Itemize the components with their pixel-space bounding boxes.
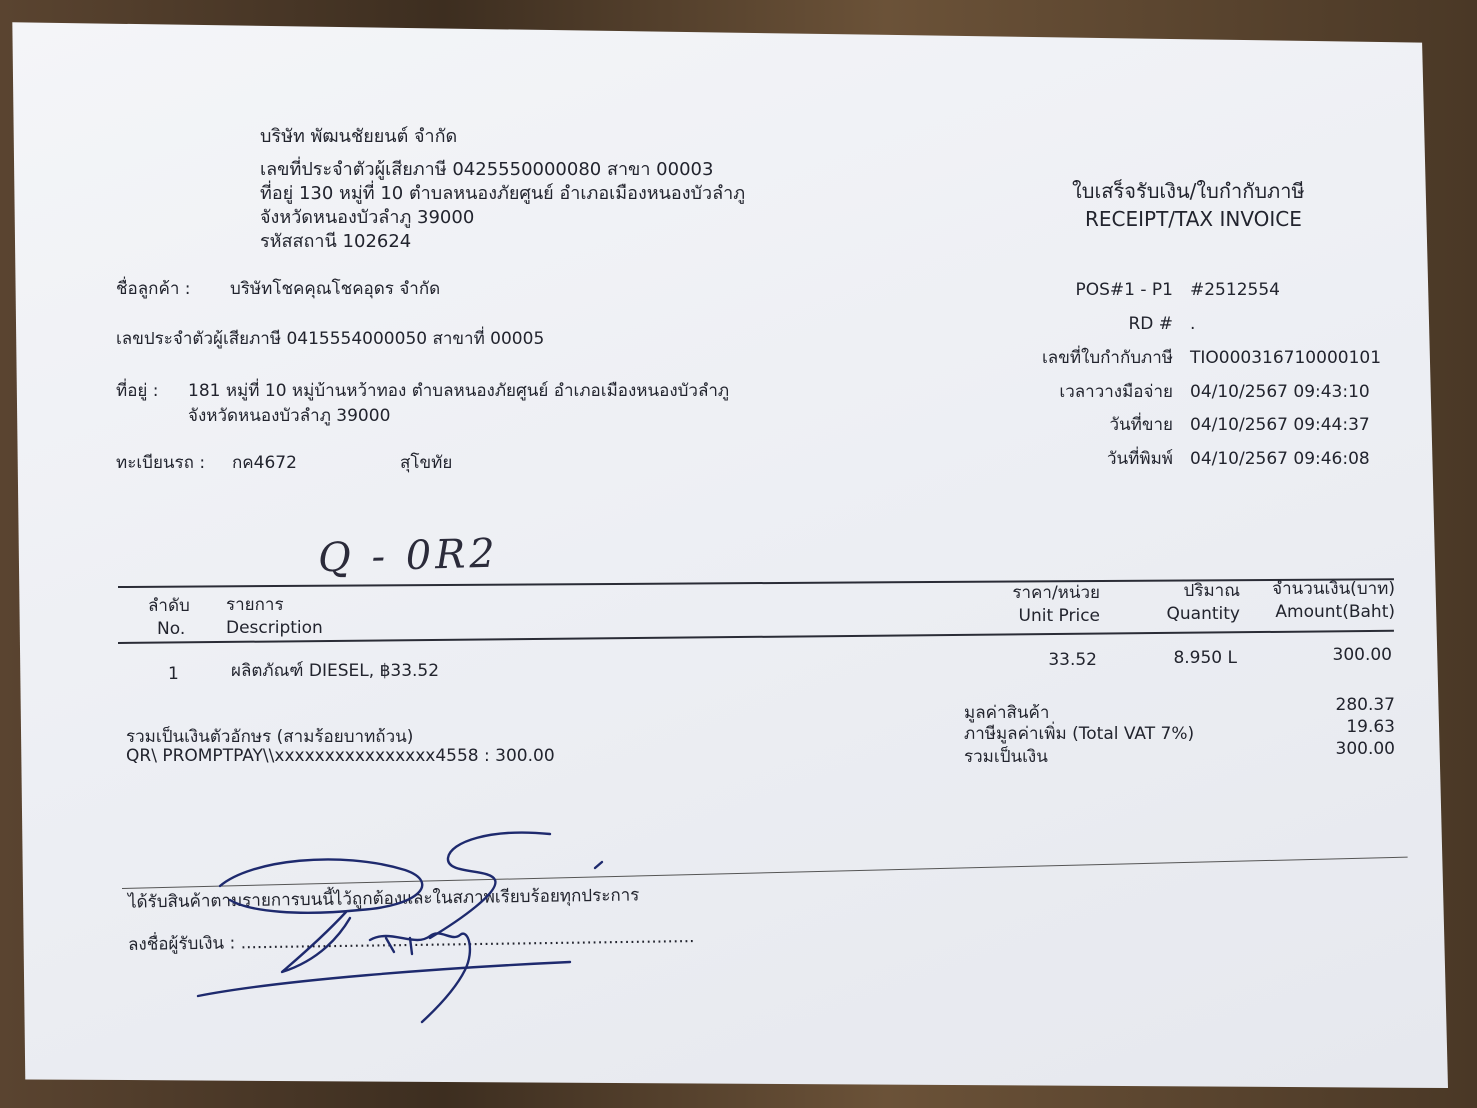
- handwritten-signature: [190, 820, 590, 1030]
- header-no-thai: ลำดับ: [148, 596, 190, 616]
- customer-tax-id: เลขประจำตัวผู้เสียภาษี 0415554000050 สาขาที่ 00005: [116, 329, 545, 349]
- vehicle-plate: กค4672: [232, 453, 297, 473]
- customer-address-line1: 181 หมู่ที่ 10 หมู่บ้านหว้าทอง ตำบลหนองภัยศูนย์ อำเภอเมืองหนองบัวลำภู: [188, 381, 730, 401]
- row-amount: 300.00: [1332, 645, 1392, 665]
- header-quantity-english: Quantity: [1166, 604, 1240, 624]
- header-amount-thai: จำนวนเงิน(บาท): [1272, 579, 1395, 599]
- customer-address-label: ที่อยู่ :: [116, 381, 159, 401]
- meta-label: POS#1 - P1: [1075, 280, 1173, 300]
- vehicle-plate-label: ทะเบียนรถ :: [116, 453, 206, 473]
- header-description-thai: รายการ: [226, 595, 284, 615]
- meta-value: 04/10/2567 09:44:37: [1190, 415, 1370, 435]
- meta-label: เวลาวางมือจ่าย: [1059, 382, 1173, 402]
- meta-label: RD #: [1128, 314, 1173, 334]
- total-label: รวมเป็นเงิน: [964, 747, 1048, 767]
- station-code: รหัสสถานี 102624: [260, 231, 412, 252]
- receiver-signature-line: ลงชื่อผู้รับเงิน : ....................................................................................: [127, 927, 695, 955]
- meta-value: #2512554: [1190, 280, 1280, 300]
- meta-value: 04/10/2567 09:46:08: [1190, 449, 1370, 469]
- header-description-english: Description: [226, 618, 323, 638]
- customer-address-line2: จังหวัดหนองบัวลำภู 39000: [188, 406, 391, 426]
- row-description: ผลิตภัณฑ์ DIESEL, ฿33.52: [231, 661, 440, 681]
- subtotal-value: 280.37: [1335, 695, 1395, 715]
- handwritten-note: Q - 0R2: [317, 530, 500, 582]
- vat-label: ภาษีมูลค่าเพิ่ม (Total VAT 7%): [964, 724, 1195, 744]
- header-unit-price-thai: ราคา/หน่วย: [1012, 583, 1100, 603]
- meta-value: TIO000316710000101: [1190, 348, 1382, 368]
- meta-label: เลขที่ใบกำกับภาษี: [1041, 348, 1173, 368]
- header-no-english: No.: [157, 619, 186, 639]
- company-address-line1: ที่อยู่ 130 หมู่ที่ 10 ตำบลหนองภัยศูนย์ อำเภอเมืองหนองบัวลำภู: [260, 183, 746, 204]
- vat-value: 19.63: [1346, 717, 1395, 737]
- row-quantity: 8.950 L: [1173, 648, 1237, 668]
- header-quantity-thai: ปริมาณ: [1183, 581, 1240, 601]
- header-amount-english: Amount(Baht): [1275, 602, 1395, 622]
- row-unit-price: 33.52: [1048, 650, 1097, 670]
- received-statement: ได้รับสินค้าตามรายการบนนี้ไว้ถูกต้องและในสภาพเรียบร้อยทุกประการ: [127, 885, 640, 913]
- company-tax-id: เลขที่ประจำตัวผู้เสียภาษี 0425550000080 สาขา 00003: [260, 159, 714, 180]
- customer-name: บริษัทโชคคุณโชคอุดร จำกัด: [230, 279, 441, 299]
- meta-label: วันที่พิมพ์: [1107, 449, 1173, 469]
- row-no: 1: [168, 664, 179, 684]
- customer-name-label: ชื่อลูกค้า :: [116, 279, 191, 299]
- doc-title-english: RECEIPT/TAX INVOICE: [1085, 207, 1302, 231]
- company-address-line2: จังหวัดหนองบัวลำภู 39000: [260, 207, 475, 228]
- vehicle-province: สุโขทัย: [400, 453, 453, 473]
- amount-in-words: รวมเป็นเงินตัวอักษร (สามร้อยบาทถ้วน): [126, 727, 414, 747]
- total-value: 300.00: [1335, 739, 1395, 759]
- subtotal-label: มูลค่าสินค้า: [964, 703, 1050, 723]
- meta-label: วันที่ขาย: [1109, 415, 1173, 435]
- company-name: บริษัท พัฒนชัยยนต์ จำกัด: [260, 126, 458, 147]
- doc-title-thai: ใบเสร็จรับเงิน/ใบกำกับภาษี: [1072, 179, 1305, 203]
- meta-value: 04/10/2567 09:43:10: [1190, 382, 1370, 402]
- payment-method: QR\ PROMPTPAY\\xxxxxxxxxxxxxxxx4558 : 300.00: [126, 746, 555, 766]
- meta-value: .: [1190, 314, 1196, 334]
- header-unit-price-english: Unit Price: [1018, 606, 1100, 626]
